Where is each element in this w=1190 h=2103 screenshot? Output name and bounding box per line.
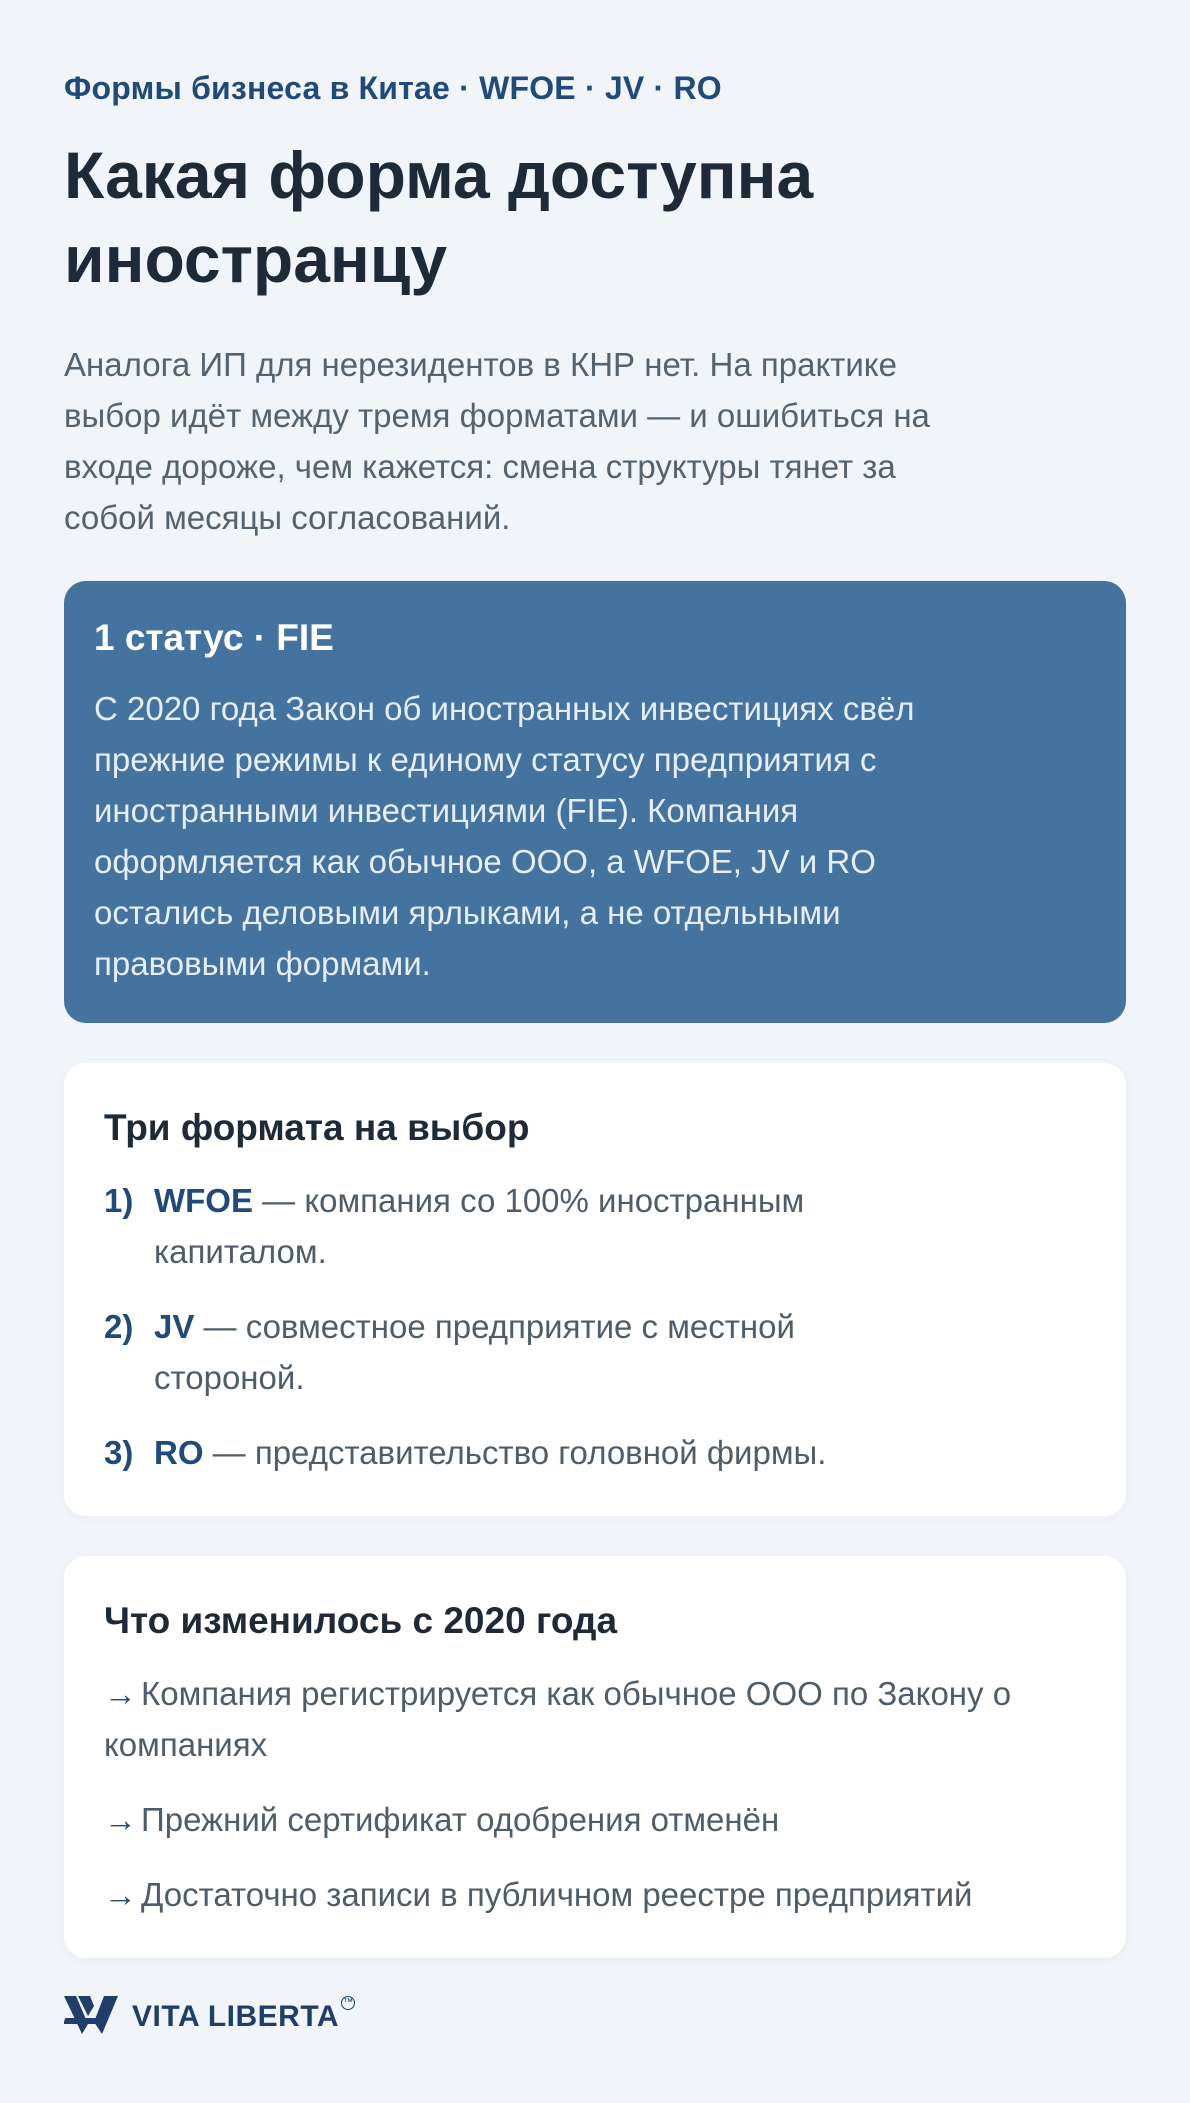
format-description: — представительство головной фирмы. [203, 1434, 827, 1471]
status-card [64, 581, 1126, 1023]
formats-card-title: Три формата на выбор [104, 1107, 530, 1148]
arrow-right-icon: → [104, 1876, 137, 1913]
lead-paragraph: Аналога ИП для нерезидентов в КНР нет. На практике выбор идёт между тремя форматами — и ошибиться на входе дороже, чем кажется: смена структуры тянет за собой месяцы согласований. [64, 346, 930, 536]
vita-liberta-logo-icon [64, 1994, 120, 2039]
logo-wordmark: VITA LIBERTA [132, 1999, 340, 2033]
arrow-right-icon: → [104, 1675, 137, 1712]
format-name: JV [154, 1308, 195, 1345]
change-text: Прежний сертификат одобрения отменён [141, 1801, 780, 1838]
status-card-text: С 2020 года Закон об иностранных инвестициях свёл прежние режимы к единому статусу предприятия с иностранными инвестициями (FIE). Компания оформляется как обычное ООО, а WFOE, JV и RO остались деловыми ярлыками, а не отдельными правовыми формами. [94, 690, 915, 982]
formats-list [104, 1175, 1086, 1478]
change-item [104, 1794, 1086, 1845]
format-name: WFOE [154, 1182, 253, 1219]
formats-card [64, 1063, 1126, 1516]
changes-card [64, 1556, 1126, 1958]
page-content [64, 70, 1126, 1958]
format-name: RO [154, 1434, 204, 1471]
format-number: 3) [104, 1434, 134, 1471]
format-item-ro [104, 1427, 904, 1478]
changes-list [104, 1668, 1086, 1920]
format-item-jv [104, 1301, 904, 1403]
status-card-title: 1 статус · FIE [94, 617, 334, 658]
change-item [104, 1869, 1086, 1920]
change-item [104, 1668, 1086, 1770]
trademark-mark: ™ [343, 1997, 354, 2008]
arrow-right-icon: → [104, 1801, 137, 1838]
changes-card-title: Что изменилось с 2020 года [104, 1600, 618, 1641]
footer-logo [64, 1994, 355, 2039]
format-item-wfoe [104, 1175, 904, 1277]
change-text: Достаточно записи в публичном реестре предприятий [141, 1876, 973, 1913]
format-description: — совместное предприятие с местной стороной. [154, 1308, 795, 1396]
format-number: 2) [104, 1308, 134, 1345]
format-number: 1) [104, 1182, 134, 1219]
format-description: — компания со 100% иностранным капиталом. [154, 1182, 805, 1270]
change-text: Компания регистрируется как обычное ООО по Закону о компаниях [104, 1675, 1012, 1763]
eyebrow-label: Формы бизнеса в Китае · WFOE · JV · RO [64, 70, 722, 106]
page-title: Какая форма доступна иностранцу [64, 138, 814, 296]
